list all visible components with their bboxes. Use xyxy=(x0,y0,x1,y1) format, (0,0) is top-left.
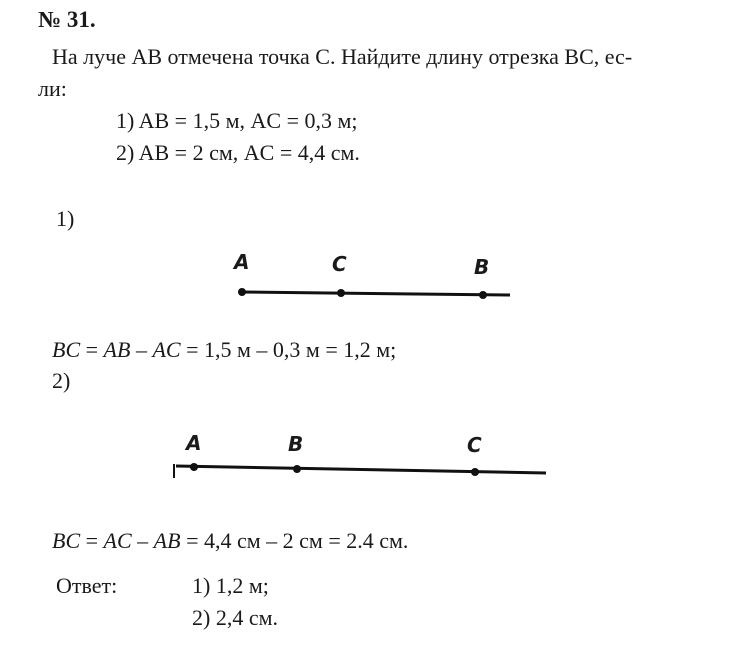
eq2-ab: AB xyxy=(153,528,181,553)
case2-label: 2) xyxy=(52,368,71,393)
case1-label: 1) xyxy=(56,206,75,231)
eq1-minus: – xyxy=(130,337,153,362)
problem-number: № 31. xyxy=(38,7,96,32)
problem-condition-line1: На луче AB отмечена точка C. Найдите длину отрезка BC, ес- xyxy=(52,44,633,69)
eq1-bc: BC xyxy=(52,337,81,362)
point-a-label-2: A xyxy=(186,431,202,455)
answer-item-2: 2) 2,4 см. xyxy=(192,605,279,630)
eq2-bc: BC xyxy=(52,528,81,553)
point-c-dot-1 xyxy=(337,289,345,297)
eq2-result: = 4,4 см – 2 см = 2.4 см. xyxy=(180,528,409,553)
point-a-dot-2 xyxy=(190,463,198,471)
point-b-dot-2 xyxy=(293,465,301,473)
problem-condition-line2: ли: xyxy=(38,76,67,101)
point-a-dot-1 xyxy=(238,288,246,296)
point-a-label-1: A xyxy=(234,250,250,274)
eq1-equals: = xyxy=(80,337,104,362)
eq2-ac: AC xyxy=(103,528,132,553)
point-b-dot-1 xyxy=(479,291,487,299)
point-c-label-2: C xyxy=(467,433,482,457)
case2-equation xyxy=(52,530,408,552)
eq1-ac: AC xyxy=(152,337,181,362)
eq1-result: = 1,5 м – 0,3 м = 1,2 м; xyxy=(180,337,397,362)
ray-line-1 xyxy=(240,292,510,295)
eq2-equals: = xyxy=(80,528,104,553)
ray-line-2 xyxy=(176,466,546,473)
given-item-2: 2) AB = 2 см, AC = 4,4 см. xyxy=(116,140,360,165)
point-b-label-1: B xyxy=(474,255,490,279)
eq1-ab: AB xyxy=(103,337,131,362)
case1-equation xyxy=(52,339,396,361)
answer-item-1: 1) 1,2 м; xyxy=(192,573,269,598)
point-c-dot-2 xyxy=(471,468,479,476)
eq2-minus: – xyxy=(131,528,154,553)
answer-label: Ответ: xyxy=(56,573,118,598)
point-b-label-2: B xyxy=(288,432,304,456)
point-c-label-1: C xyxy=(332,252,347,276)
given-item-1: 1) AB = 1,5 м, AC = 0,3 м; xyxy=(116,108,358,133)
